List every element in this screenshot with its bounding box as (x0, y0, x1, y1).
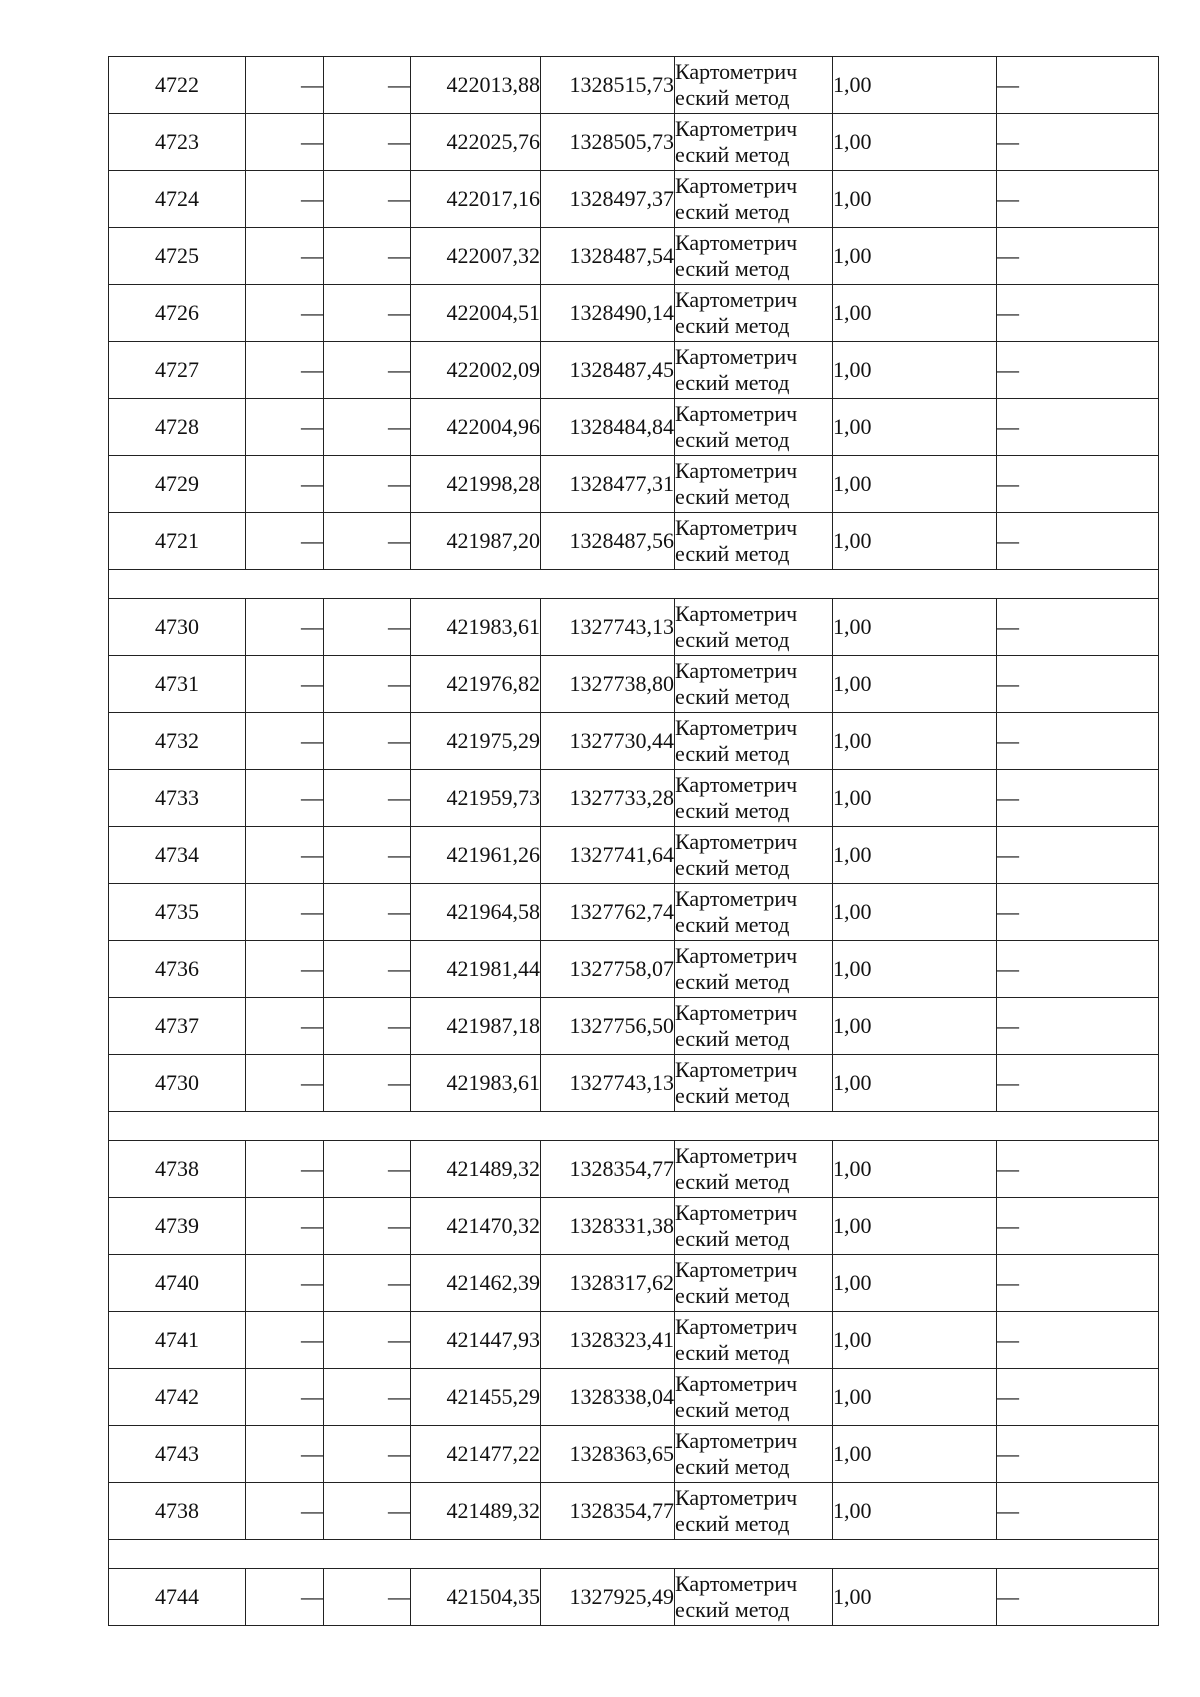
method-line-2: еский метод (675, 1026, 790, 1051)
precision-cell: 1,00 (833, 1369, 997, 1426)
method-line-2: еский метод (675, 1340, 790, 1365)
x-coordinate-cell: 421447,93 (411, 1312, 541, 1369)
precision-cell: 1,00 (833, 114, 997, 171)
y-coordinate-cell: 1328338,04 (541, 1369, 675, 1426)
y-coordinate-cell: 1328354,77 (541, 1483, 675, 1540)
method-line-1: Картометрич (675, 116, 798, 141)
precision-cell: 1,00 (833, 713, 997, 770)
method-line-2: еский метод (675, 912, 790, 937)
x-coordinate-cell: 421455,29 (411, 1369, 541, 1426)
col2-cell: — (246, 1426, 324, 1483)
method-line-1: Картометрич (675, 1200, 798, 1225)
col2-cell: — (246, 1141, 324, 1198)
table-row (109, 399, 1159, 456)
y-coordinate-cell: 1328487,56 (541, 513, 675, 570)
y-coordinate-cell: 1328484,84 (541, 399, 675, 456)
point-number-cell: 4729 (109, 456, 246, 513)
table-row (109, 1426, 1159, 1483)
y-coordinate-cell: 1328317,62 (541, 1255, 675, 1312)
x-coordinate-cell: 421998,28 (411, 456, 541, 513)
last-col-cell: — (997, 770, 1159, 827)
point-number-cell: 4725 (109, 228, 246, 285)
col2-cell: — (246, 513, 324, 570)
y-coordinate-cell: 1328354,77 (541, 1141, 675, 1198)
y-coordinate-cell: 1327925,49 (541, 1569, 675, 1626)
col3-cell: — (324, 1569, 411, 1626)
col3-cell: — (324, 171, 411, 228)
table-row (109, 713, 1159, 770)
col3-cell: — (324, 513, 411, 570)
y-coordinate-cell: 1328363,65 (541, 1426, 675, 1483)
precision-cell: 1,00 (833, 1312, 997, 1369)
point-number-cell: 4723 (109, 114, 246, 171)
method-line-1: Картометрич (675, 943, 798, 968)
table-row (109, 599, 1159, 656)
method-line-1: Картометрич (675, 1485, 798, 1510)
col2-cell: — (246, 827, 324, 884)
method-cell (675, 1312, 833, 1369)
last-col-cell: — (997, 1141, 1159, 1198)
last-col-cell: — (997, 1569, 1159, 1626)
method-line-1: Картометрич (675, 287, 798, 312)
last-col-cell: — (997, 399, 1159, 456)
col3-cell: — (324, 456, 411, 513)
point-number-cell: 4737 (109, 998, 246, 1055)
last-col-cell: — (997, 342, 1159, 399)
precision-cell: 1,00 (833, 171, 997, 228)
col2-cell: — (246, 456, 324, 513)
method-line-2: еский метод (675, 798, 790, 823)
y-coordinate-cell: 1327762,74 (541, 884, 675, 941)
method-line-2: еский метод (675, 1083, 790, 1108)
col2-cell: — (246, 1569, 324, 1626)
method-line-1: Картометрич (675, 886, 798, 911)
precision-cell: 1,00 (833, 342, 997, 399)
method-line-1: Картометрич (675, 658, 798, 683)
method-cell (675, 770, 833, 827)
col3-cell: — (324, 1312, 411, 1369)
method-line-2: еский метод (675, 427, 790, 452)
table-row (109, 998, 1159, 1055)
method-line-2: еский метод (675, 199, 790, 224)
col2-cell: — (246, 114, 324, 171)
separator-cell (109, 1112, 1159, 1141)
col2-cell: — (246, 884, 324, 941)
method-line-2: еский метод (675, 1397, 790, 1422)
col3-cell: — (324, 228, 411, 285)
separator-cell (109, 570, 1159, 599)
x-coordinate-cell: 421983,61 (411, 599, 541, 656)
method-cell (675, 1255, 833, 1312)
x-coordinate-cell: 421987,20 (411, 513, 541, 570)
point-number-cell: 4724 (109, 171, 246, 228)
method-cell (675, 884, 833, 941)
table-row (109, 1198, 1159, 1255)
point-number-cell: 4727 (109, 342, 246, 399)
method-line-1: Картометрич (675, 344, 798, 369)
precision-cell: 1,00 (833, 456, 997, 513)
point-number-cell: 4730 (109, 599, 246, 656)
y-coordinate-cell: 1328477,31 (541, 456, 675, 513)
y-coordinate-cell: 1328487,45 (541, 342, 675, 399)
col3-cell: — (324, 399, 411, 456)
x-coordinate-cell: 422025,76 (411, 114, 541, 171)
point-number-cell: 4734 (109, 827, 246, 884)
col3-cell: — (324, 884, 411, 941)
table-row (109, 171, 1159, 228)
precision-cell: 1,00 (833, 599, 997, 656)
y-coordinate-cell: 1327756,50 (541, 998, 675, 1055)
table-row (109, 1312, 1159, 1369)
col2-cell: — (246, 656, 324, 713)
method-line-2: еский метод (675, 855, 790, 880)
col2-cell: — (246, 1369, 324, 1426)
table-row (109, 57, 1159, 114)
last-col-cell: — (997, 513, 1159, 570)
last-col-cell: — (997, 456, 1159, 513)
method-line-2: еский метод (675, 85, 790, 110)
y-coordinate-cell: 1327758,07 (541, 941, 675, 998)
point-number-cell: 4738 (109, 1483, 246, 1540)
y-coordinate-cell: 1328515,73 (541, 57, 675, 114)
col3-cell: — (324, 827, 411, 884)
method-line-1: Картометрич (675, 1314, 798, 1339)
col2-cell: — (246, 713, 324, 770)
col3-cell: — (324, 941, 411, 998)
x-coordinate-cell: 421975,29 (411, 713, 541, 770)
method-line-1: Картометрич (675, 1428, 798, 1453)
method-cell (675, 1369, 833, 1426)
point-number-cell: 4741 (109, 1312, 246, 1369)
method-line-2: еский метод (675, 627, 790, 652)
col2-cell: — (246, 399, 324, 456)
method-cell (675, 342, 833, 399)
method-cell (675, 114, 833, 171)
precision-cell: 1,00 (833, 399, 997, 456)
y-coordinate-cell: 1328505,73 (541, 114, 675, 171)
method-line-2: еский метод (675, 142, 790, 167)
method-line-1: Картометрич (675, 458, 798, 483)
precision-cell: 1,00 (833, 998, 997, 1055)
table-row (109, 285, 1159, 342)
last-col-cell: — (997, 57, 1159, 114)
x-coordinate-cell: 421489,32 (411, 1141, 541, 1198)
x-coordinate-cell: 421462,39 (411, 1255, 541, 1312)
method-cell (675, 941, 833, 998)
table-row (109, 941, 1159, 998)
method-line-1: Картометрич (675, 829, 798, 854)
table-row (109, 1055, 1159, 1112)
point-number-cell: 4742 (109, 1369, 246, 1426)
x-coordinate-cell: 422017,16 (411, 171, 541, 228)
point-number-cell: 4739 (109, 1198, 246, 1255)
col2-cell: — (246, 998, 324, 1055)
precision-cell: 1,00 (833, 656, 997, 713)
x-coordinate-cell: 421470,32 (411, 1198, 541, 1255)
point-number-cell: 4722 (109, 57, 246, 114)
method-line-2: еский метод (675, 1283, 790, 1308)
method-line-1: Картометрич (675, 230, 798, 255)
x-coordinate-cell: 422004,96 (411, 399, 541, 456)
x-coordinate-cell: 422007,32 (411, 228, 541, 285)
col3-cell: — (324, 114, 411, 171)
method-cell (675, 1141, 833, 1198)
col2-cell: — (246, 171, 324, 228)
precision-cell: 1,00 (833, 1198, 997, 1255)
x-coordinate-cell: 422004,51 (411, 285, 541, 342)
point-number-cell: 4728 (109, 399, 246, 456)
col2-cell: — (246, 1198, 324, 1255)
last-col-cell: — (997, 171, 1159, 228)
method-line-2: еский метод (675, 969, 790, 994)
method-cell (675, 599, 833, 656)
table-row (109, 770, 1159, 827)
method-cell (675, 1483, 833, 1540)
method-cell (675, 285, 833, 342)
method-cell (675, 1198, 833, 1255)
coordinates-table (108, 56, 1159, 1626)
method-cell (675, 656, 833, 713)
method-line-1: Картометрич (675, 515, 798, 540)
method-line-2: еский метод (675, 1226, 790, 1251)
col3-cell: — (324, 1141, 411, 1198)
method-cell (675, 998, 833, 1055)
method-line-2: еский метод (675, 741, 790, 766)
col2-cell: — (246, 57, 324, 114)
method-line-2: еский метод (675, 313, 790, 338)
col3-cell: — (324, 1055, 411, 1112)
point-number-cell: 4730 (109, 1055, 246, 1112)
point-number-cell: 4721 (109, 513, 246, 570)
table-body (109, 57, 1159, 1626)
method-cell (675, 713, 833, 770)
point-number-cell: 4738 (109, 1141, 246, 1198)
method-cell (675, 399, 833, 456)
precision-cell: 1,00 (833, 1483, 997, 1540)
x-coordinate-cell: 421477,22 (411, 1426, 541, 1483)
last-col-cell: — (997, 1483, 1159, 1540)
table-row (109, 456, 1159, 513)
method-cell (675, 456, 833, 513)
table-row (109, 228, 1159, 285)
col3-cell: — (324, 599, 411, 656)
last-col-cell: — (997, 285, 1159, 342)
separator-row (109, 570, 1159, 599)
table-row (109, 1483, 1159, 1540)
method-cell (675, 1569, 833, 1626)
method-cell (675, 513, 833, 570)
x-coordinate-cell: 421987,18 (411, 998, 541, 1055)
method-line-2: еский метод (675, 484, 790, 509)
precision-cell: 1,00 (833, 1141, 997, 1198)
col2-cell: — (246, 1255, 324, 1312)
method-line-1: Картометрич (675, 59, 798, 84)
y-coordinate-cell: 1327741,64 (541, 827, 675, 884)
method-line-1: Картометрич (675, 1057, 798, 1082)
separator-row (109, 1112, 1159, 1141)
method-line-2: еский метод (675, 684, 790, 709)
y-coordinate-cell: 1328323,41 (541, 1312, 675, 1369)
method-line-2: еский метод (675, 541, 790, 566)
table-row (109, 513, 1159, 570)
last-col-cell: — (997, 599, 1159, 656)
col2-cell: — (246, 941, 324, 998)
col3-cell: — (324, 285, 411, 342)
method-line-1: Картометрич (675, 401, 798, 426)
point-number-cell: 4743 (109, 1426, 246, 1483)
precision-cell: 1,00 (833, 513, 997, 570)
precision-cell: 1,00 (833, 1569, 997, 1626)
y-coordinate-cell: 1328497,37 (541, 171, 675, 228)
precision-cell: 1,00 (833, 1055, 997, 1112)
precision-cell: 1,00 (833, 1426, 997, 1483)
table-row (109, 1569, 1159, 1626)
table-row (109, 1141, 1159, 1198)
col2-cell: — (246, 770, 324, 827)
y-coordinate-cell: 1327743,13 (541, 599, 675, 656)
col2-cell: — (246, 1055, 324, 1112)
table-row (109, 342, 1159, 399)
last-col-cell: — (997, 1255, 1159, 1312)
point-number-cell: 4736 (109, 941, 246, 998)
precision-cell: 1,00 (833, 1255, 997, 1312)
last-col-cell: — (997, 1312, 1159, 1369)
method-cell (675, 57, 833, 114)
col3-cell: — (324, 1255, 411, 1312)
col3-cell: — (324, 713, 411, 770)
last-col-cell: — (997, 998, 1159, 1055)
col3-cell: — (324, 998, 411, 1055)
method-line-1: Картометрич (675, 173, 798, 198)
point-number-cell: 4735 (109, 884, 246, 941)
last-col-cell: — (997, 1369, 1159, 1426)
precision-cell: 1,00 (833, 285, 997, 342)
method-line-1: Картометрич (675, 601, 798, 626)
col3-cell: — (324, 1426, 411, 1483)
method-line-2: еский метод (675, 1597, 790, 1622)
x-coordinate-cell: 421489,32 (411, 1483, 541, 1540)
last-col-cell: — (997, 884, 1159, 941)
col3-cell: — (324, 1483, 411, 1540)
y-coordinate-cell: 1327743,13 (541, 1055, 675, 1112)
method-line-1: Картометрич (675, 715, 798, 740)
col3-cell: — (324, 770, 411, 827)
method-line-1: Картометрич (675, 1257, 798, 1282)
table-row (109, 884, 1159, 941)
col3-cell: — (324, 342, 411, 399)
point-number-cell: 4733 (109, 770, 246, 827)
x-coordinate-cell: 422002,09 (411, 342, 541, 399)
point-number-cell: 4740 (109, 1255, 246, 1312)
last-col-cell: — (997, 1198, 1159, 1255)
x-coordinate-cell: 421964,58 (411, 884, 541, 941)
x-coordinate-cell: 421981,44 (411, 941, 541, 998)
method-cell (675, 827, 833, 884)
col2-cell: — (246, 342, 324, 399)
col2-cell: — (246, 228, 324, 285)
x-coordinate-cell: 421504,35 (411, 1569, 541, 1626)
precision-cell: 1,00 (833, 770, 997, 827)
method-line-2: еский метод (675, 1511, 790, 1536)
last-col-cell: — (997, 114, 1159, 171)
col3-cell: — (324, 656, 411, 713)
col3-cell: — (324, 1369, 411, 1426)
col2-cell: — (246, 285, 324, 342)
table-row (109, 827, 1159, 884)
col2-cell: — (246, 1483, 324, 1540)
precision-cell: 1,00 (833, 57, 997, 114)
table-row (109, 114, 1159, 171)
method-line-1: Картометрич (675, 1000, 798, 1025)
table-row (109, 1255, 1159, 1312)
precision-cell: 1,00 (833, 884, 997, 941)
col2-cell: — (246, 1312, 324, 1369)
y-coordinate-cell: 1328487,54 (541, 228, 675, 285)
method-line-2: еский метод (675, 370, 790, 395)
point-number-cell: 4731 (109, 656, 246, 713)
table-row (109, 656, 1159, 713)
method-cell (675, 171, 833, 228)
method-cell (675, 1055, 833, 1112)
point-number-cell: 4726 (109, 285, 246, 342)
method-cell (675, 228, 833, 285)
last-col-cell: — (997, 713, 1159, 770)
method-line-1: Картометрич (675, 1143, 798, 1168)
precision-cell: 1,00 (833, 941, 997, 998)
y-coordinate-cell: 1327733,28 (541, 770, 675, 827)
separator-row (109, 1540, 1159, 1569)
point-number-cell: 4732 (109, 713, 246, 770)
precision-cell: 1,00 (833, 228, 997, 285)
precision-cell: 1,00 (833, 827, 997, 884)
y-coordinate-cell: 1327730,44 (541, 713, 675, 770)
x-coordinate-cell: 421959,73 (411, 770, 541, 827)
y-coordinate-cell: 1328490,14 (541, 285, 675, 342)
x-coordinate-cell: 422013,88 (411, 57, 541, 114)
last-col-cell: — (997, 827, 1159, 884)
method-line-2: еский метод (675, 1169, 790, 1194)
x-coordinate-cell: 421961,26 (411, 827, 541, 884)
method-line-1: Картометрич (675, 1371, 798, 1396)
last-col-cell: — (997, 656, 1159, 713)
y-coordinate-cell: 1327738,80 (541, 656, 675, 713)
last-col-cell: — (997, 1055, 1159, 1112)
x-coordinate-cell: 421983,61 (411, 1055, 541, 1112)
last-col-cell: — (997, 1426, 1159, 1483)
col3-cell: — (324, 57, 411, 114)
y-coordinate-cell: 1328331,38 (541, 1198, 675, 1255)
separator-cell (109, 1540, 1159, 1569)
method-line-1: Картометрич (675, 1571, 798, 1596)
method-cell (675, 1426, 833, 1483)
x-coordinate-cell: 421976,82 (411, 656, 541, 713)
col3-cell: — (324, 1198, 411, 1255)
table-row (109, 1369, 1159, 1426)
last-col-cell: — (997, 941, 1159, 998)
method-line-2: еский метод (675, 256, 790, 281)
last-col-cell: — (997, 228, 1159, 285)
point-number-cell: 4744 (109, 1569, 246, 1626)
col2-cell: — (246, 599, 324, 656)
method-line-1: Картометрич (675, 772, 798, 797)
method-line-2: еский метод (675, 1454, 790, 1479)
